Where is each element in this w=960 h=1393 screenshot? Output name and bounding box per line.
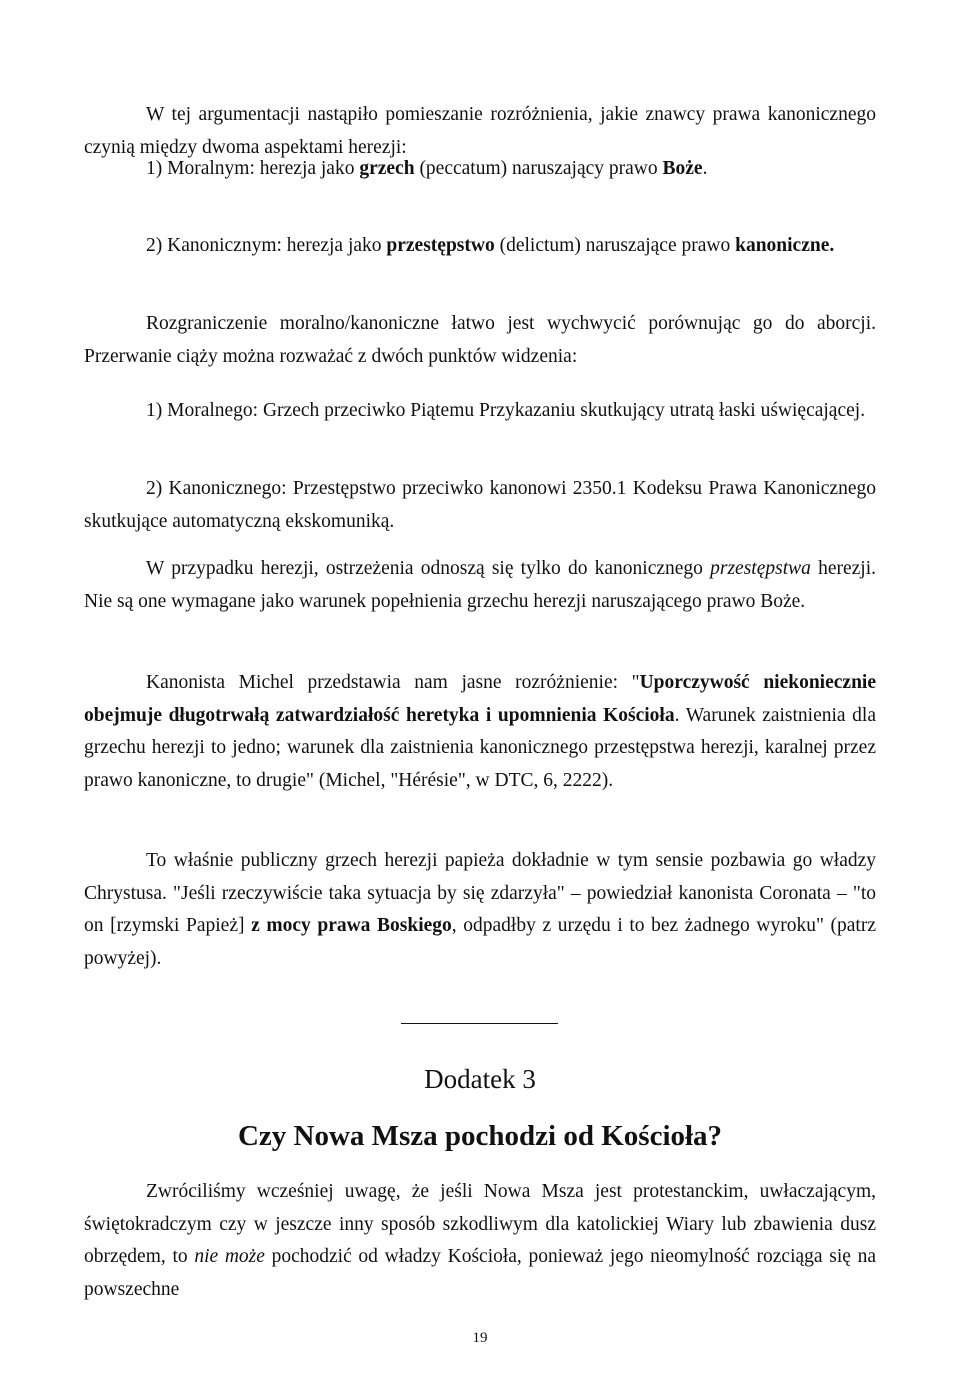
paragraph-warnings bbox=[84, 553, 876, 618]
section-divider bbox=[401, 1023, 558, 1024]
text-run: 2) Kanonicznym: herezja jako bbox=[146, 235, 387, 256]
italic-phrase-cannot: nie może bbox=[194, 1246, 265, 1267]
text-run: W przypadku herezji, ostrzeżenia odnoszą się tylko do kanonicznego bbox=[146, 558, 711, 579]
bold-term-canonical: kanoniczne. bbox=[735, 235, 835, 256]
appendix-title: Czy Nowa Msza pochodzi od Kościoła? bbox=[237, 1120, 723, 1152]
bold-phrase-divine-law: z mocy prawa Boskiego bbox=[251, 915, 452, 936]
paragraph-canonical-viewpoint: 2) Kanonicznego: Przestępstwo przeciwko kanonowi 2350.1 Kodeksu Prawa Kanonicznego skutkujące automatyczną ekskomuniką. bbox=[84, 478, 876, 532]
paragraph-abortion-comparison: Rozgraniczenie moralno/kanoniczne łatwo jest wychwycić porównując go do aborcji. Przerwanie ciąży można rozważać z dwóch punktów widzenia: bbox=[84, 313, 876, 367]
text-run: herezji. Nie są one wymagane jako warunek popełnienia grzechu herezji naruszającego prawo Boże. bbox=[84, 558, 877, 612]
paragraph-coronata-quote bbox=[84, 845, 876, 975]
bold-term-crime: przestępstwo bbox=[386, 235, 495, 256]
text-run: . Warunek zaistnienia dla grzechu herezji to jedno; warunek dla zaistnienia kanonicznego przestępstwa herezji, karalnej przez prawo kanoniczne, to drugie" (Michel, "Hérésie", w DTC, 6, 2222). bbox=[84, 704, 876, 791]
text-run: 1) Moralnym: herezja jako bbox=[146, 158, 360, 179]
text-run: To właśnie publiczny grzech herezji papieża dokładnie w tym sensie pozbawia go władzy Chrystusa. "Jeśli rzeczywiście taka sytuacja by się zdarzyła" – powiedział kanonista Coronata – "to on [rzymski Papież] bbox=[84, 850, 876, 936]
bold-quote: Uporczywość niekoniecznie obejmuje długotrwałą zatwardziałość heretyka i upomnienia Kościoła bbox=[84, 672, 876, 726]
text-run: pochodzić od władzy Kościoła, ponieważ jego nieomylność rozciąga się na powszechne bbox=[84, 1246, 877, 1300]
paragraph-moral-viewpoint: 1) Moralnego: Grzech przeciwko Piątemu Przykazaniu skutkujący utratą łaski uświęcającej. bbox=[146, 400, 866, 421]
page-number: 19 bbox=[472, 1330, 488, 1346]
paragraph-argumentation: W tej argumentacji nastąpiło pomieszanie rozróżnienia, jakie znawcy prawa kanonicznego czynią między dwoma aspektami herezji: bbox=[84, 104, 876, 158]
text-run: (peccatum) naruszający prawo bbox=[414, 158, 663, 179]
bold-term-sin: grzech bbox=[359, 158, 415, 179]
paragraph-michel-quote bbox=[84, 667, 876, 797]
text-run: Zwróciliśmy wcześniej uwagę, że jeśli Nowa Msza jest protestanckim, uwłaczającym, świętokradczym czy w jeszcze inny sposób szkodliwym dla katolickiej Wiary lub zbawienia dusz obrzędem, to bbox=[84, 1181, 876, 1267]
paragraph-new-mass bbox=[84, 1176, 876, 1306]
italic-term-crime: przestępstwa bbox=[710, 558, 811, 579]
text-run: . bbox=[702, 158, 708, 179]
appendix-label: Dodatek 3 bbox=[424, 1064, 536, 1094]
paragraph-moral-aspect bbox=[84, 153, 876, 186]
bold-term-divine: Boże bbox=[662, 158, 703, 179]
text-run: , odpadłby z urzędu i to bez żadnego wyroku" (patrz powyżej). bbox=[84, 915, 876, 969]
text-run: (delictum) naruszające prawo bbox=[494, 235, 736, 256]
text-run: Kanonista Michel przedstawia nam jasne rozróżnienie: " bbox=[146, 672, 640, 693]
paragraph-canonical-aspect bbox=[84, 230, 876, 263]
